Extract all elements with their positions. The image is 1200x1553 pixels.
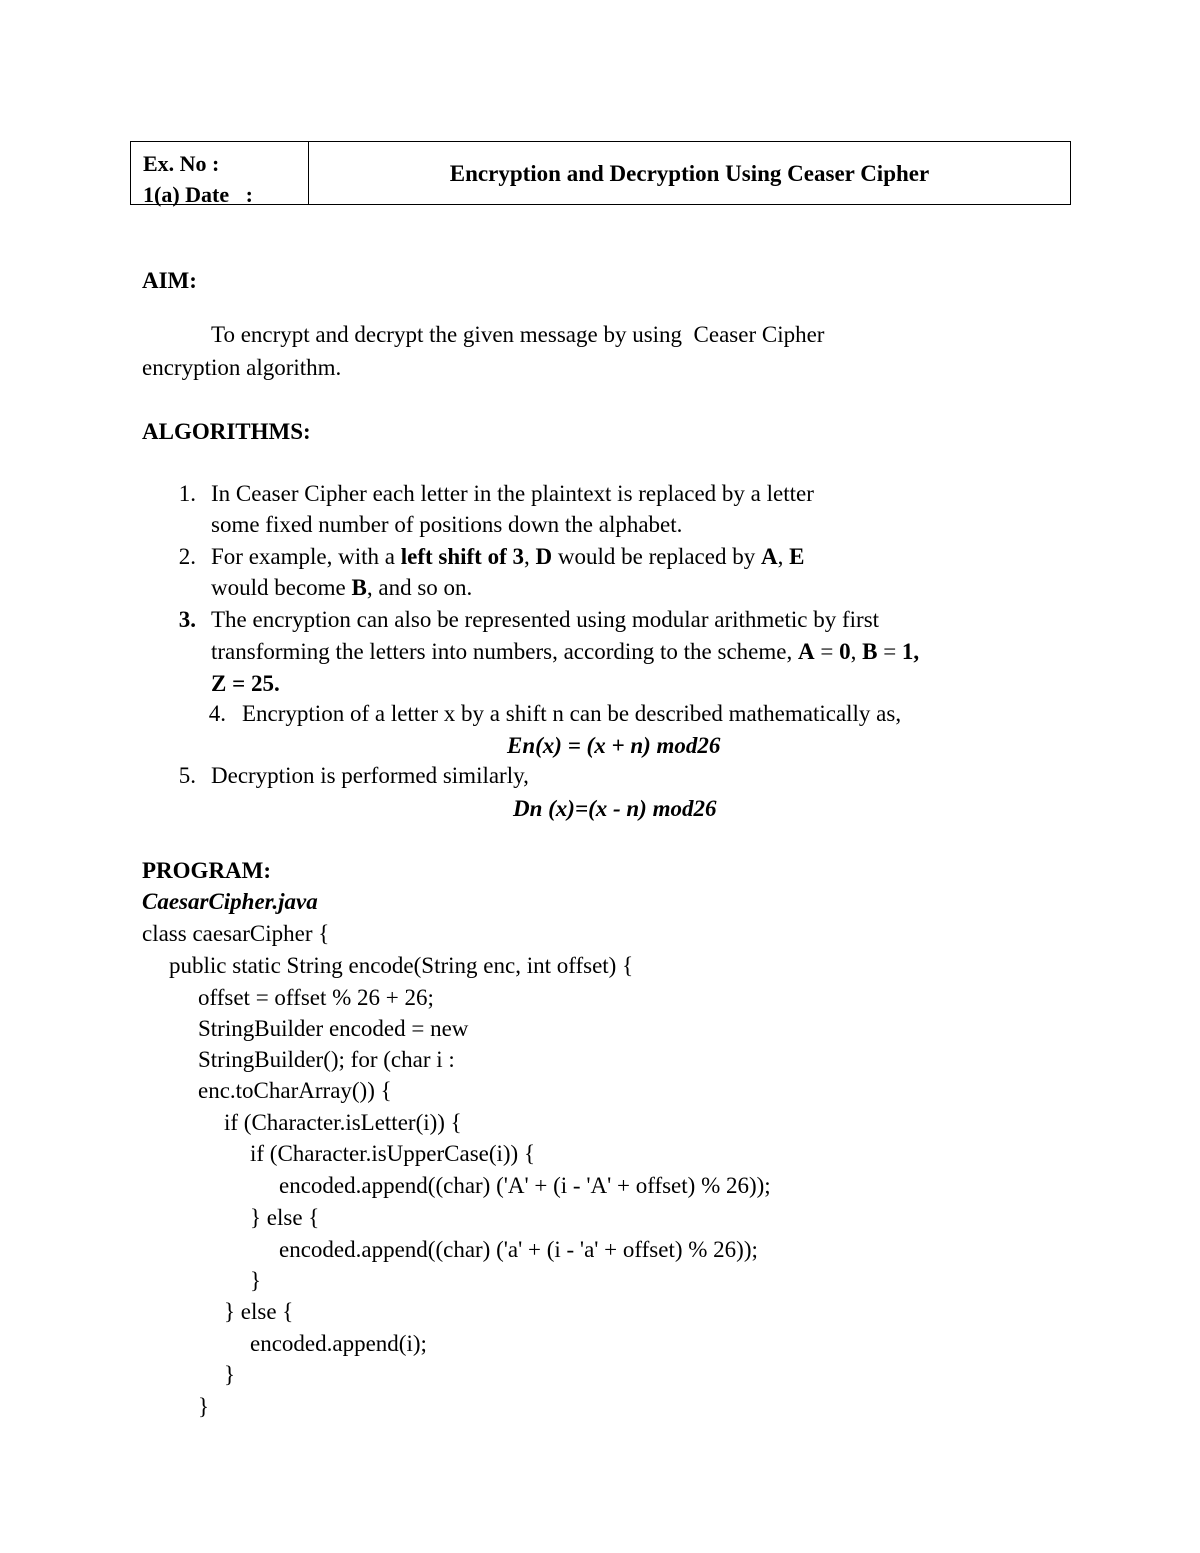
algo-item-5-line: Decryption is performed similarly,: [211, 763, 529, 788]
algorithms-heading: ALGORITHMS:: [142, 419, 311, 444]
algo-item-3-number: 3.: [178, 607, 196, 632]
code-line: StringBuilder(); for (char i :: [198, 1047, 455, 1072]
algo-item-4-line: Encryption of a letter x by a shift n can be described mathematically as,: [242, 701, 902, 726]
code-line: public static String encode(String enc, int offset) {: [169, 953, 634, 978]
program-heading: PROGRAM:: [142, 858, 272, 883]
exercise-number-label: Ex. No :: [143, 151, 220, 176]
code-line: if (Character.isLetter(i)) {: [224, 1110, 462, 1135]
encryption-formula: En(x) = (x + n) mod26: [507, 733, 721, 758]
code-line: encoded.append((char) ('a' + (i - 'a' + offset) % 26));: [279, 1237, 758, 1262]
decryption-formula: Dn (x)=(x - n) mod26: [513, 796, 717, 821]
algo-item-3-line-2: transforming the letters into numbers, according to the scheme, A = 0, B = 1,: [211, 639, 920, 664]
code-line: if (Character.isUpperCase(i)) {: [250, 1141, 536, 1166]
algo-item-1-number: 1.: [178, 481, 196, 506]
code-line: } else {: [250, 1205, 320, 1230]
algo-item-4-number: 4.: [208, 701, 226, 726]
code-line: class caesarCipher {: [142, 921, 330, 946]
code-line: offset = offset % 26 + 26;: [198, 985, 434, 1010]
code-line: }: [198, 1394, 210, 1419]
document-title: Encryption and Decryption Using Ceaser Cipher: [449, 161, 930, 186]
algo-item-1-line-1: In Ceaser Cipher each letter in the plaintext is replaced by a letter: [211, 481, 814, 506]
header-title-cell: [309, 142, 1070, 204]
date-label: 1(a) Date :: [143, 182, 253, 207]
algo-item-3-line-1: The encryption can also be represented using modular arithmetic by first: [211, 607, 880, 632]
code-line: enc.toCharArray()) {: [198, 1078, 392, 1103]
code-line: } else {: [224, 1299, 294, 1324]
code-line: encoded.append(i);: [250, 1331, 427, 1356]
algo-item-2-line-1: For example, with a left shift of 3, D would be replaced by A, E: [211, 544, 805, 569]
algo-item-3-line-3: Z = 25.: [211, 671, 280, 696]
code-line: encoded.append((char) ('A' + (i - 'A' + offset) % 26));: [279, 1173, 771, 1198]
algo-item-1-line-2: some fixed number of positions down the alphabet.: [211, 512, 683, 537]
header-table: [130, 141, 1071, 205]
aim-heading: AIM:: [142, 268, 197, 293]
header-meta-cell: [131, 142, 309, 207]
program-filename: CaesarCipher.java: [142, 889, 318, 914]
algo-item-2-number: 2.: [178, 544, 196, 569]
algo-item-2-line-2: would become B, and so on.: [211, 575, 473, 600]
code-line: StringBuilder encoded = new: [198, 1016, 469, 1041]
aim-text-line-2: encryption algorithm.: [142, 355, 342, 380]
code-line: }: [250, 1268, 262, 1293]
algo-item-5-number: 5.: [178, 763, 196, 788]
code-line: }: [224, 1362, 236, 1387]
aim-text-line-1: To encrypt and decrypt the given message by using Ceaser Cipher: [211, 322, 825, 347]
